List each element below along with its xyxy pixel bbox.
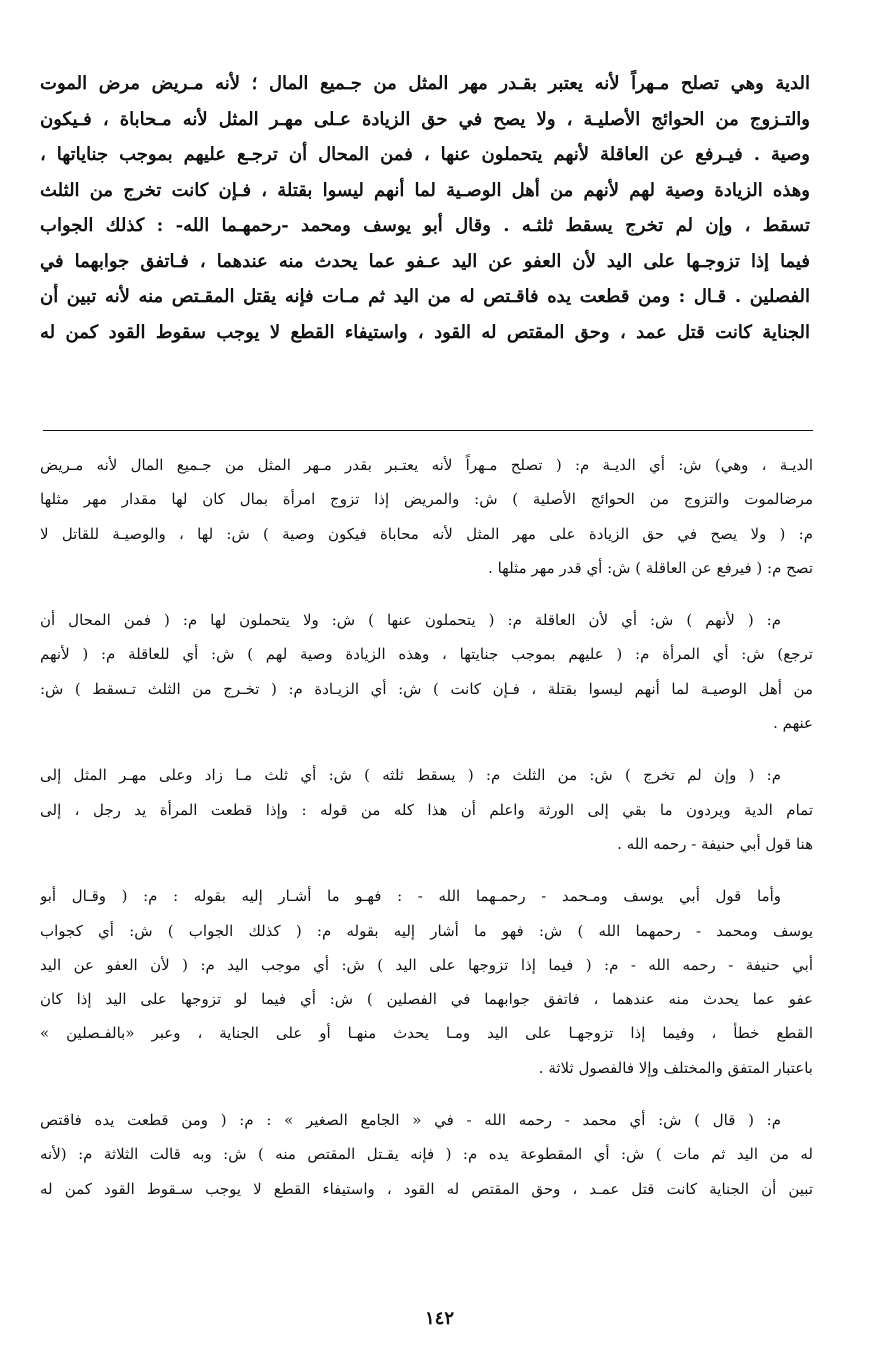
commentary-line: م: ( وإن لم تخرج ) ش: من الثلث م: ( يسقط ثلثه ) ش: أي ثلث مـا زاد وعلى مهـر المثل إلى [40, 766, 781, 785]
commentary-line: م: ( قال ) ش: أي محمد - رحمه الله - في « الجامع الصغير » : م: ( ومن قطعت يده فاقتص [40, 1111, 781, 1130]
commentary-line: الديـة ، وهي) ش: أي الديـة م: ( تصلح مـهراً لأنه يعتـبر بقدر مـهر المثل من جـميع المال لأنه مـريض [40, 456, 813, 474]
main-line: وهذه الزيادة وصية لهم لأنهم من أهل الوصـية لما أنهم ليسوا بقتلة ، فـإن كانت تخرج من الثلث [40, 179, 810, 201]
commentary-line: باعتبار المتفق والمختلف وإلا فالفصول ثلاثة . [538, 1058, 813, 1077]
main-line: فيما إذا تزوجـها على اليد لأن العفو عن اليد عـفو عما يحدث منه عندهما ، فـاتفق جوابهما في [40, 250, 810, 272]
main-line: تسقط ، وإن لم تخرج يسقط ثلثـه . وقال أبو يوسف ومحمد -رحمهـما الله- : كذلك الجواب [40, 215, 810, 236]
main-line: والتـزوج من الحوائج الأصليـة ، ولا يصح في حق الزيادة عـلى مهـر المثل لأنه مـحاباة ، فـيكون [40, 108, 810, 130]
commentary-line: القطع خطأ ، وفيما إذا تزوجهـا على اليد ومـا يحدث منهـا أو على الجناية ، وعبر «بالفـصلين » [40, 1024, 813, 1043]
commentary-line: يوسف ومحمد - رحمهما الله ) ش: فهو ما أشار إليه بقوله م: ( كذلك الجواب ) ش: أي كجواب [40, 921, 813, 940]
footnote-divider [43, 430, 813, 431]
commentary-line: تمام الدية ويردون ما بقي إلى الورثة واعلم أن هذا كله من قوله : وإذا قطعت المرأة يد رجل ، إلى [40, 800, 813, 819]
commentary-line: له من اليد ثم مات ) ش: أي المقطوعة يده م: ( فإنه يقـتل المقتص منه ) ش: وبه قالت الثلاثة م: (لأنه [40, 1145, 813, 1164]
commentary-line: م: ( لأنهم ) ش: أي لأن العاقلة م: ( يتحملون عنها ) ش: ولا يتحملون لها م: ( فمن المحال أن [40, 611, 781, 630]
commentary-line: تبين أن الجناية كانت قتل عمـد ، وحق المقتص له القود ، واستيفاء القطع لا يوجب سـقوط القود كمن له [40, 1179, 813, 1198]
page-number: ١٤٢ [424, 1308, 454, 1329]
commentary-line: عنهم . [773, 714, 813, 733]
commentary-paragraph [40, 879, 813, 1085]
commentary-line: من أهل الوصيـة لما أنهم ليسوا بقتلة ، فـإن كانت ) ش: أي الزيـادة م: ( تخـرج من الثلث تـسقط ) ش: [40, 679, 813, 698]
commentary-line: م: ( ولا يصح في حق الزيادة على مهر المثل لأنه محاباة فيكون وصية ) ش: لها ، والوصيـة للقاتل لا [40, 524, 813, 543]
commentary-paragraph [40, 1103, 813, 1206]
main-line: الفصلين . قـال : ومن قطعت يده فاقـتص له من اليد ثم مـات فإنه يقتل المقـتص منه لأنه تبين أن [40, 286, 810, 307]
commentary-line: عفو عما يحدث منه عندهما ، فاتفق جوابهما في الفصلين ) ش: أي فيما لو تزوجها على اليد إذا كان [40, 990, 813, 1009]
commentary-line: هنا قول أبي حنيفة - رحمه الله . [617, 834, 813, 853]
main-line: الدية وهي تصلح مـهراً لأنه يعتبر بقـدر مهر المثل من جـميع المال ؛ لأنه مـريض مرض الموت [40, 73, 810, 94]
commentary-line: مرضالموت والتزوج من الحوائج الأصلية ) ش: والمريض إذا تزوج امرأة بمال كان لها مقدار مهر مثلها [40, 490, 813, 509]
main-line: الجناية كانت قتل عمد ، وحق المقتص له القود ، واستيفاء القطع لا يوجب سقوط القود كمن له [40, 321, 810, 343]
commentary-line: وأما قول أبي يوسف ومـحمد - رحمـهما الله - : فهـو ما أشـار إليه بقوله : م: ( وقـال أبو [40, 887, 781, 906]
commentary [40, 448, 813, 1224]
commentary-line: أبي حنيفة - رحمه الله - م: ( فيما إذا تزوجها على اليد ) ش: أي موجب اليد م: ( لأن العفو عن اليد [40, 955, 813, 974]
main-line: وصية . فيـرفع عن العاقلة لأنهم يتحملون عنها ، فمن المحال أن ترجـع عليهم بموجب جناياتها ، [40, 144, 810, 165]
commentary-paragraph [40, 448, 813, 585]
commentary-line: ترجع) ش: أي المرأة م: ( عليهم بموجب جنايتها ، وهذه الزيادة وصية لهم ) ش: أي للعاقلة م: ( لأنهم [40, 645, 813, 664]
commentary-paragraph [40, 758, 813, 861]
main-text [40, 66, 810, 350]
commentary-line: تصح م: ( فيرفع عن العاقلة ) ش: أي قدر مهر مثلها . [488, 558, 813, 577]
commentary-paragraph [40, 603, 813, 740]
